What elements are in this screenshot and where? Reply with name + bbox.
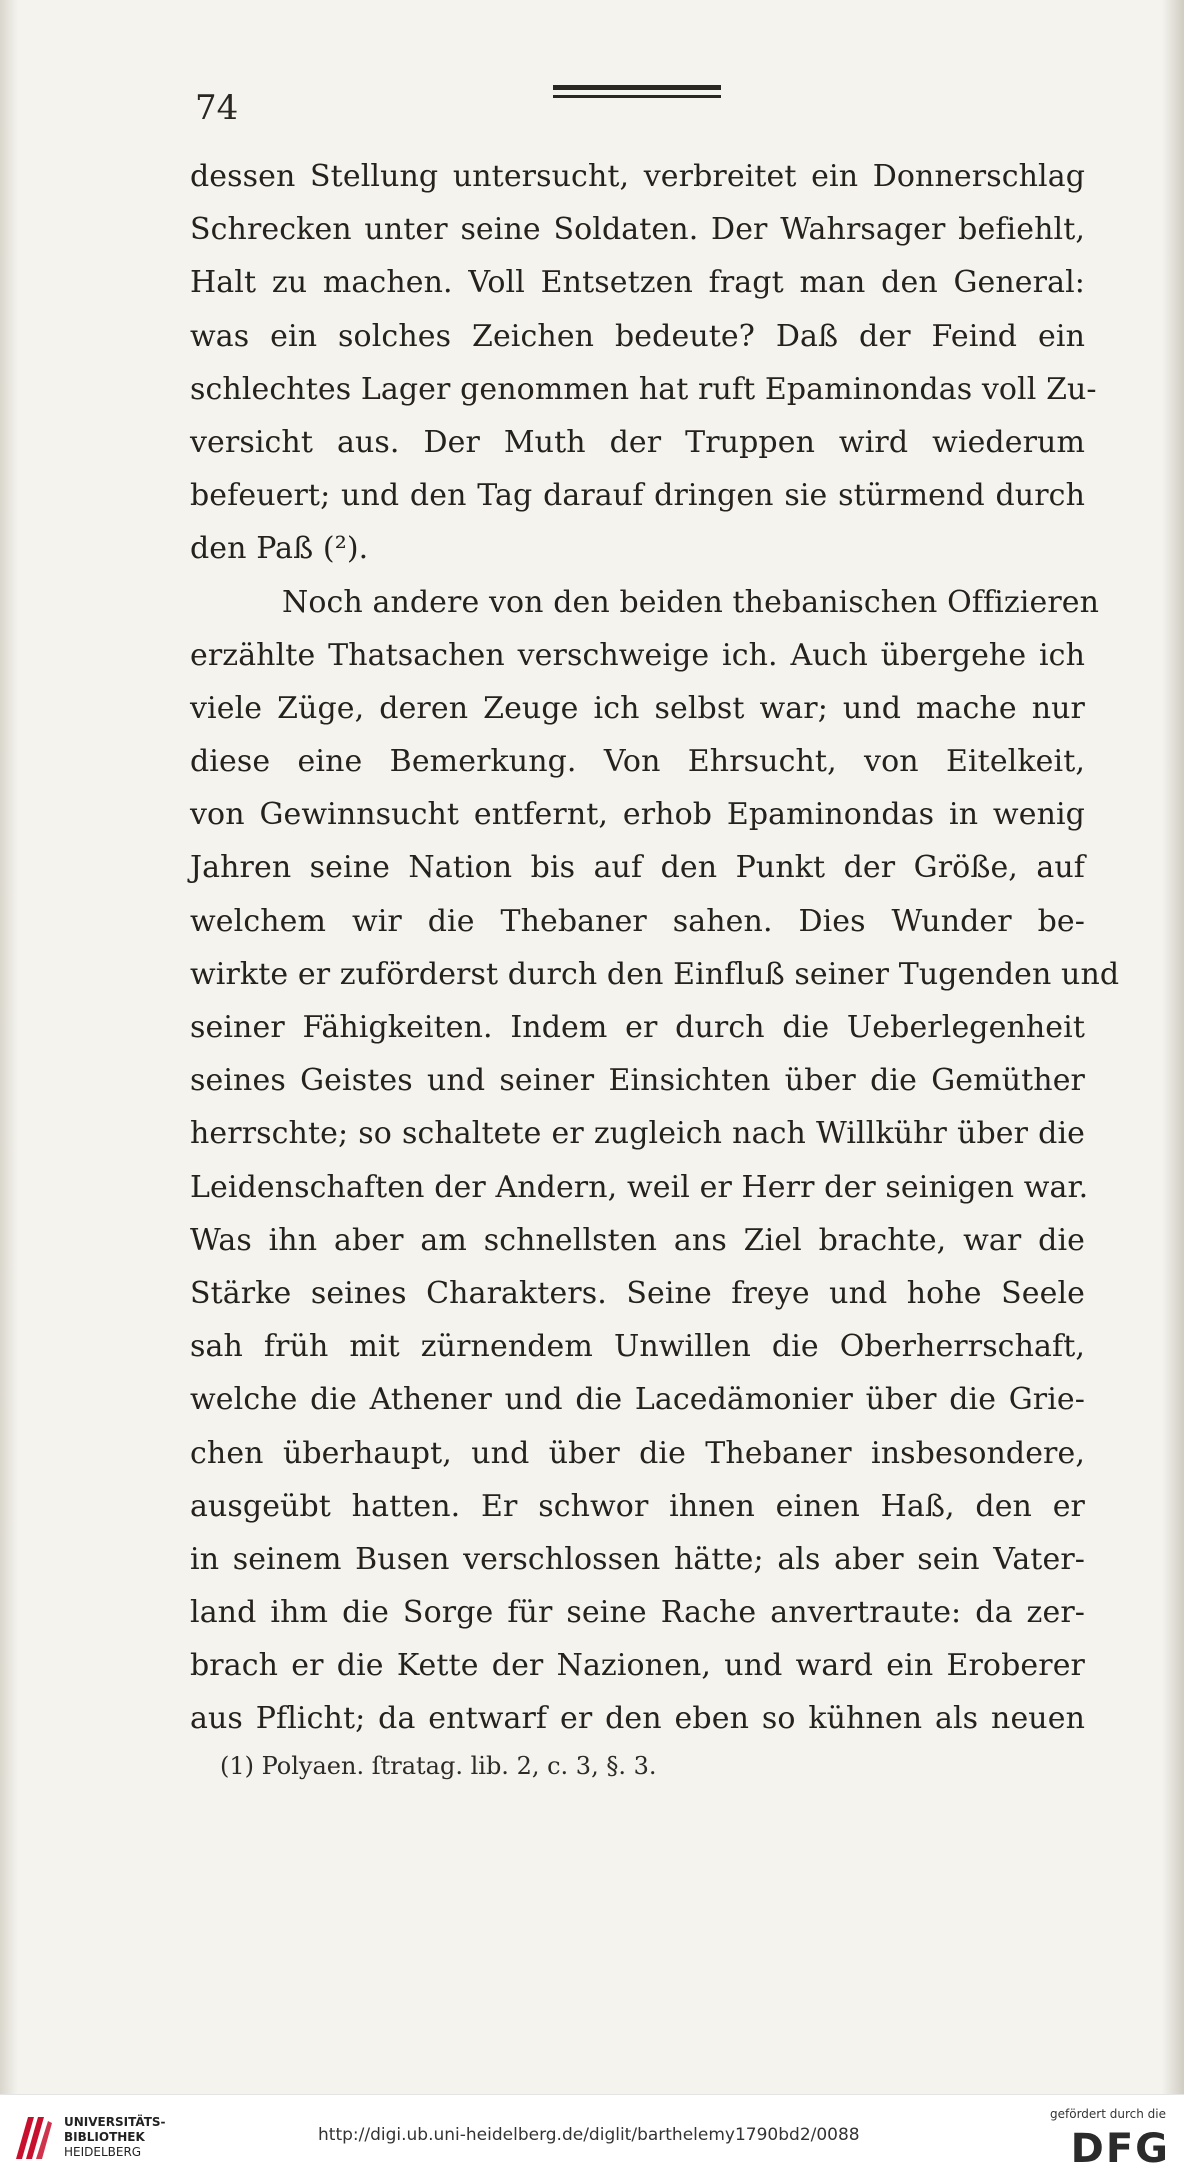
university-logo-icon [12,2111,56,2163]
text-line: chen überhaupt, und über die Thebaner insbesondere, [190,1435,1085,1471]
page-number: 74 [195,88,239,128]
text-line: ausgeübt hatten. Er schwor ihnen einen Haß, den er [190,1488,1085,1524]
viewer-footer [0,2094,1184,2180]
text-line: land ihm die Sorge für seine Rache anvertraute: da zer- [190,1595,1085,1631]
text-line: dessen Stellung untersucht, verbreitet ein Donnerschlag [190,159,1085,194]
library-name [64,2115,166,2160]
text-line: von Gewinnsucht entfernt, erhob Epaminondas in wenig [190,797,1085,833]
footnote: (1) Polyaen. ſtratag. lib. 2, c. 3, §. 3. [220,1752,657,1780]
text-line: seines Geistes und seiner Einsichten über die Gemüther [190,1063,1085,1099]
text-line: brach er die Kette der Nazionen, und ward ein Eroberer [190,1648,1085,1684]
funded-by-label: gefördert durch die [1050,2107,1166,2121]
text-line: Leidenschaften der Andern, weil er Herr der seinigen war. [190,1169,1089,1205]
text-line: den Paß (²). [190,531,369,567]
library-name-line: UNIVERSITÄTS- [64,2115,166,2129]
library-name-line: HEIDELBERG [64,2145,142,2159]
text-line: Schrecken unter seine Soldaten. Der Wahrsager befiehlt, [190,212,1085,248]
text-line: herrschte; so schaltete er zugleich nach Willkühr über die [190,1116,1085,1152]
text-line: seiner Fähigkeiten. Indem er durch die Ueberlegenheit [190,1010,1085,1045]
text-line: welche die Athener und die Lacedämonier über die Grie- [190,1382,1085,1418]
dfg-logo: DFG [1070,2126,1170,2172]
permalink-url[interactable]: http://digi.ub.uni-heidelberg.de/diglit/barthelemy1790bd2/0088 [318,2125,860,2145]
text-line: welchem wir die Thebaner sahen. Dies Wunder be- [190,903,1085,939]
text-line: befeuert; und den Tag darauf dringen sie stürmend durch [190,478,1085,514]
header-rule [553,85,721,101]
body-text [190,150,1120,1746]
text-line: in seinem Busen verschlossen hätte; als aber sein Vater- [190,1541,1085,1577]
text-line: aus Pflicht; da entwarf er den eben so kühnen als neuen [190,1701,1085,1737]
text-line: Jahren seine Nation bis auf den Punkt der Größe, auf [190,850,1085,886]
text-line: diese eine Bemerkung. Von Ehrsucht, von Eitelkeit, [190,744,1085,780]
text-line: schlechtes Lager genommen hat ruft Epaminondas voll Zu- [190,371,1097,407]
text-line: viele Züge, deren Zeuge ich selbst war; und mache nur [190,690,1085,726]
text-line: wirkte er zuförderst durch den Einfluß seiner Tugenden und [190,956,1120,992]
text-line: Stärke seines Charakters. Seine freye und hohe Seele [190,1275,1085,1311]
text-line: was ein solches Zeichen bedeute? Daß der Feind ein [190,318,1085,354]
text-line: erzählte Thatsachen verschweige ich. Auch übergehe ich [190,637,1085,673]
text-line: sah früh mit zürnendem Unwillen die Oberherrschaft, [190,1329,1085,1365]
text-line: Was ihn aber am schnellsten ans Ziel brachte, war die [190,1222,1085,1258]
library-name-line: BIBLIOTHEK [64,2130,145,2144]
text-line: Halt zu machen. Voll Entsetzen fragt man den General: [190,265,1085,301]
text-line: Noch andere von den beiden thebanischen Offizieren [282,584,1100,620]
text-line: versicht aus. Der Muth der Truppen wird wiederum [190,424,1085,460]
